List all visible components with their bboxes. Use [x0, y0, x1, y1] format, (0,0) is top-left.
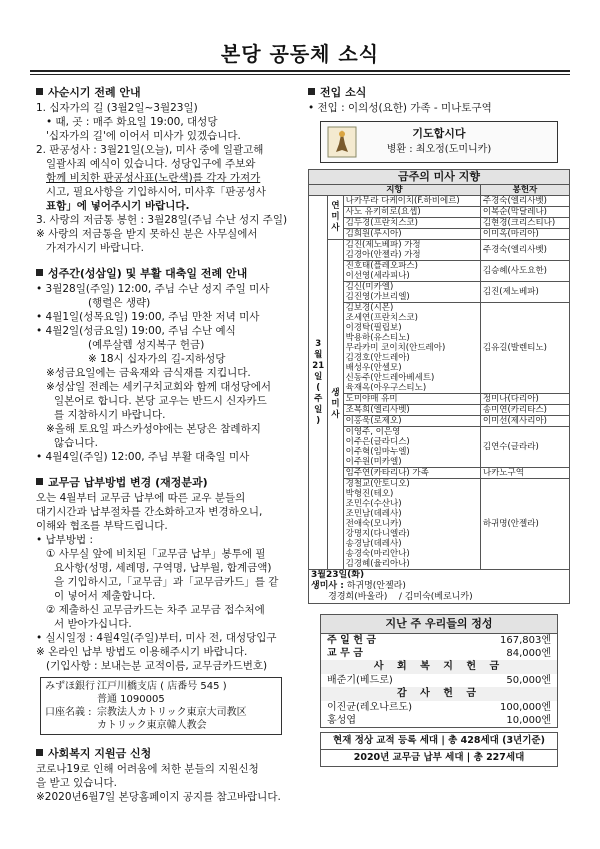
text-line: • 3월28일(주일) 12:00, 주님 수난 성지 주일 미사: [36, 283, 270, 295]
offerer-cell: 나카노구역: [480, 468, 569, 479]
title-divider: [30, 70, 570, 72]
table-row: [309, 427, 570, 468]
section-offering-payment: 교무금 납부방법 변경 (재정분과): [36, 476, 294, 490]
offerer-cell: 김현경(크리스티나): [480, 218, 569, 229]
section-holy-week: 성주간(성삼일) 및 부활 대축일 전례 안내: [36, 267, 294, 281]
prayer-patient: 병환 : 최오정(도미니카): [386, 144, 492, 155]
mass-date-cell: 3 월 21 일 ( 주 일 ): [309, 196, 328, 570]
text-line: '십자가의 길'에 이어서 미사가 있겠습니다.: [46, 130, 241, 142]
text-line: 시고, 필요사항을 기입하시어, 미사후「판공성사: [46, 186, 266, 198]
left-column: [36, 86, 294, 804]
text-line: 대기시간과 납부절차를 간소화하고자 변경하오니,: [36, 506, 263, 518]
prayer-title: 기도합시다: [412, 127, 466, 140]
intention-cell: 김희원(루시아): [343, 229, 480, 240]
intention-cell: 김신(미카엘) 김진영(가브리엘): [343, 282, 480, 303]
welfare-offering-label: 사 회 복 지 헌 금: [321, 660, 557, 674]
table-row: [309, 394, 570, 405]
household-stats: [320, 732, 558, 767]
text-line: • 4월4일(주일) 12:00, 주님 부활 대축일 미사: [36, 451, 250, 463]
account-holder-label: 口座名義 :: [45, 707, 92, 718]
table-row: [309, 196, 570, 207]
table-row: [309, 282, 570, 303]
text-line: ② 제출하신 교무금카드는 차주 교무금 접수처에: [46, 604, 265, 616]
text-line: ※올해 토요일 파스카성야에는 본당은 참례하지: [46, 423, 261, 435]
tithe-value: 84,000엔: [506, 648, 551, 659]
intention-cell: 임주연(카타리나) 가족: [343, 468, 480, 479]
table-row: [309, 240, 570, 261]
bank-account-box: [40, 677, 282, 735]
intention-cell: 이영주, 이은영 이주은(글라디스) 이주혁(임마누엘) 이주원(미카엘): [343, 427, 480, 468]
text-line: 오는 4월부터 교무금 납부에 따른 교우 분들의: [36, 492, 246, 504]
text-line: ※ 온라인 납부 방법도 이용해주시기 바랍니다.: [36, 646, 248, 658]
text-line: ※ 18시 십자가의 길-지하성당: [88, 353, 226, 365]
welfare-donor: 배준기(베드로): [327, 675, 393, 686]
text-line: ※ 사랑의 저금통을 받지 못하신 분은 사무실에서: [36, 228, 258, 240]
intention-cell: 김보경(시몬) 조세연(프란치스코) 이경탁(필립보) 박용하(유스티노) 무라카미 코이치(안드레아) 김경호(안드레아) 배성우(안셀모) 신동주(안드레아베세트) 육재옥(아우구스티노): [343, 303, 480, 394]
mass-table-title: 금주의 미사 지향: [309, 170, 570, 185]
square-bullet-icon: [36, 478, 43, 485]
text-line: (행렬은 생략): [88, 297, 151, 309]
offerer-cell: 이미옥(마리아): [480, 229, 569, 240]
welfare-amount: 50,000엔: [506, 675, 551, 686]
offerer-cell: 이미선(제사리아): [480, 416, 569, 427]
text-line: 1. 십자가의 길 (3월2일~3월23일): [36, 102, 198, 114]
square-bullet-icon: [308, 88, 315, 95]
offerer-cell: 김연수(글라라): [480, 427, 569, 468]
title-divider-thin: [30, 74, 570, 75]
text-line: 를 지참하시기 바랍니다.: [54, 409, 166, 421]
mass-intentions-table: [308, 169, 570, 604]
text-line: 가져가시기 바랍니다.: [46, 242, 144, 254]
account-holder: 宗教法人カトリック東京大司教区: [97, 707, 247, 718]
account-holder-2: カトリック東京韓人教会: [97, 720, 207, 731]
section-welfare-support: 사회복지 지원금 신청: [36, 747, 294, 761]
offerer-cell: 정미나(다리아): [480, 394, 569, 405]
offering-title: 지난 주 우리들의 정성: [321, 615, 557, 634]
text-line: ① 사무실 앞에 비치된「교무금 납부」봉투에 필: [46, 548, 266, 560]
text-line: ※성금요일에는 금육재와 금식재를 지킵니다.: [46, 367, 251, 379]
sunday-offering-label: 주 일 헌 금: [327, 635, 377, 646]
text-line: ※성삼일 전례는 세키구치교회와 함께 대성당에서: [46, 381, 272, 393]
text-line: 3. 사랑의 저금통 봉헌 : 3월28일(주님 수난 성지 주일): [36, 214, 288, 226]
thanks-donor: 이진균(레오나르도): [327, 702, 413, 713]
bank-branch: 江戸川橋支店 ( 店番号 545 ): [97, 681, 227, 692]
offering-summary: [320, 614, 558, 728]
text-line: • 4월2일(성금요일) 19:00, 주님 수난 예식: [36, 325, 236, 337]
square-bullet-icon: [36, 749, 43, 756]
intention-cell: 김두경(프란치스코): [343, 218, 480, 229]
text-line: 요사항(성명, 세례명, 구역명, 납부월, 합계금액): [54, 562, 272, 574]
square-bullet-icon: [36, 88, 43, 95]
offerer-cell: 송미연(카리타스): [480, 405, 569, 416]
offerer-cell: 김진(제노베파): [480, 282, 569, 303]
text-line: 일본어로 합니다. 본당 교우는 반드시 신자카드: [54, 395, 267, 407]
table-row: [309, 479, 570, 570]
thanks-donor: 홍성엽: [327, 715, 356, 726]
thanks-amount: 100,000엔: [499, 702, 551, 713]
text-line: • 4월1일(성목요일) 19:00, 주님 만찬 저녁 미사: [36, 311, 260, 323]
text-line: • 전입 : 이의성(요한) 가족 - 미나토구역: [308, 102, 492, 114]
tithe-label: 교 무 금: [327, 648, 363, 659]
intention-cell: 조복희(엘리사벳): [343, 405, 480, 416]
intention-cell: 경철교(안토니오) 박형진(테오) 조민수(수산나) 조민남(데레사) 전애숙(모니카) 강명지(다니엘라) 송경남(데레사) 송경숙(마리안나) 김경혜(율리아나): [343, 479, 480, 570]
text-line: 이 넣어서 제출합니다.: [54, 590, 156, 602]
paying-households: 2020년 교무금 납부 세대 | 총 227세대: [321, 749, 557, 766]
square-bullet-icon: [36, 269, 43, 276]
offerer-cell: 김유길(발렌티노): [480, 303, 569, 394]
text-line: 을 받고 있습니다.: [36, 777, 118, 789]
offerer-cell: 하귀명(안젤라): [480, 479, 569, 570]
table-row: [309, 218, 570, 229]
offerer-cell: 주경숙(엘리사벳): [480, 240, 569, 261]
text-line: 일괄사죄 예식이 있습니다. 성당입구에 주보와: [46, 158, 256, 170]
table-row: [309, 303, 570, 394]
prayer-box: [320, 121, 558, 163]
table-row: [309, 416, 570, 427]
text-line: 코로나19로 인해 어려움에 처한 분들의 지원신청: [36, 763, 259, 775]
registered-households: 현재 정상 교적 등록 세대 | 총 428세대 (3년기준): [333, 735, 545, 746]
sunday-offering-value: 167,803엔: [499, 635, 551, 646]
text-line: ※2020년6월7일 본당홈페이지 공지를 참고바랍니다.: [36, 791, 281, 803]
bank-name: みずほ銀行: [45, 681, 95, 692]
table-row: [309, 405, 570, 416]
text-line: (기입사항 : 보내는분 교적이름, 교무금카드번호): [46, 660, 268, 672]
text-line: 표함」에 넣어주시기 바랍니다.: [46, 200, 190, 212]
offerer-cell: 주경숙(엘리사벳): [480, 196, 569, 207]
text-line: • 납부방법 :: [36, 534, 93, 546]
col-header-offerer: 봉헌자: [480, 185, 569, 196]
intention-cell: 사노 유키히로(요셉): [343, 207, 480, 218]
text-line: 을 기입하시고,「교무금」과「교무금카드」를 같: [54, 576, 279, 588]
text-line: 서 받아가십니다.: [54, 618, 132, 630]
page-title: 본당 공동체 소식: [220, 42, 380, 66]
section-new-members: 전입 소식: [308, 86, 570, 100]
col-header-intention: 지향: [309, 185, 481, 196]
living-mass-group: 생 미 사: [328, 240, 343, 570]
table-row: [309, 570, 570, 604]
text-line: • 실시일정 : 4월4일(주일)부터, 미사 전, 대성당입구: [36, 632, 277, 644]
text-line: 2. 판공성사 : 3월21일(오늘), 미사 중에 일괄고해: [36, 144, 264, 156]
table-row: [309, 261, 570, 282]
text-line: • 때, 곳 : 매주 화요일 19:00, 대성당: [46, 116, 218, 128]
requiem-mass-group: 연 미 사: [328, 196, 343, 240]
table-row: [309, 207, 570, 218]
table-row: [309, 229, 570, 240]
thanks-amount: 10,000엔: [506, 715, 551, 726]
intention-cell: 이홍욱(로제오): [343, 416, 480, 427]
offerer-cell: 김승혜(사도요한): [480, 261, 569, 282]
text-line: (예루살렘 성지복구 헌금): [88, 339, 205, 351]
account-number: 普通 1090005: [97, 694, 165, 705]
thanks-offering-label: 감 사 헌 금: [321, 687, 557, 701]
intention-cell: 나카무라 다케이치(F.하비에르): [343, 196, 480, 207]
intention-cell: 진호태(플레오파스) 이선영(세라피나): [343, 261, 480, 282]
intention-cell: 김진(제노베파) 가정 김경아(안젤라) 가정: [343, 240, 480, 261]
intention-cell: 도미야매 유미: [343, 394, 480, 405]
text-line: 함께 비치한 판공성사표(노란색)를 각자 가져가: [46, 172, 261, 184]
offerer-cell: 이복순(막달레나): [480, 207, 569, 218]
section-lent-liturgy: 사순시기 전례 안내: [36, 86, 294, 100]
right-column: [308, 86, 570, 767]
tuesday-mass-cell: 3월23일(화) 생미사 : 하귀명(안젤라) 경경희(바울라) / 김미숙(베로니카): [309, 570, 570, 604]
text-line: 않습니다.: [54, 437, 98, 449]
text-line: 이해와 협조를 부탁드립니다.: [36, 520, 168, 532]
table-row: [309, 468, 570, 479]
